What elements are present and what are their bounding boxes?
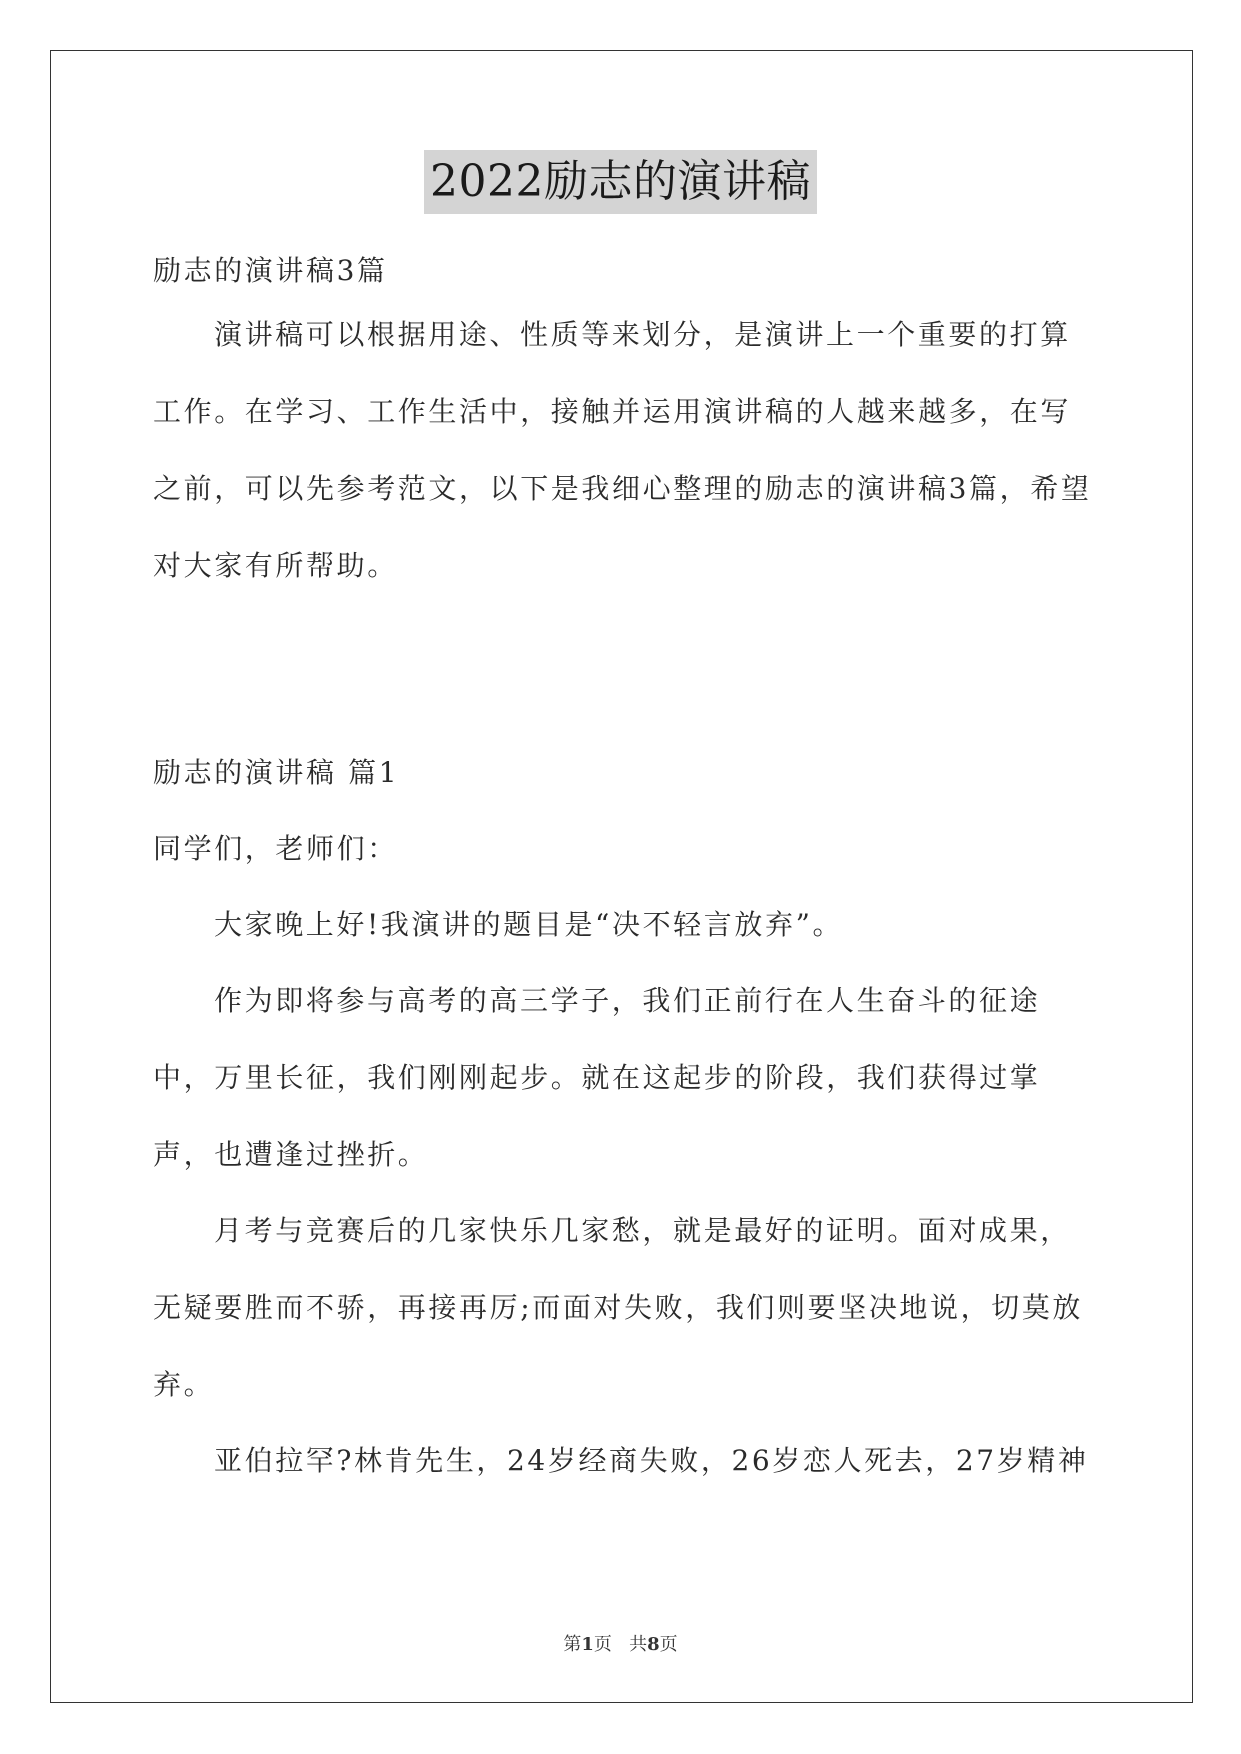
body-paragraph: 亚伯拉罕?林肯先生，24岁经商失败，26岁恋人死去，27岁精神 <box>214 1444 1089 1477</box>
body-paragraph: 大家晚上好!我演讲的题目是“决不轻言放弃”。 <box>214 908 844 941</box>
footer-page-mid: 页 共 <box>593 1634 648 1655</box>
title-container <box>0 150 1241 214</box>
footer-page-suffix: 页 <box>659 1634 678 1655</box>
subtitle: 励志的演讲稿3篇 <box>153 254 388 287</box>
footer-page-prefix: 第 <box>563 1634 582 1655</box>
footer-page-total: 8 <box>647 1634 660 1655</box>
page-footer <box>0 1630 1241 1656</box>
section-heading: 励志的演讲稿 篇1 <box>153 756 400 789</box>
salutation: 同学们，老师们： <box>153 832 398 865</box>
body-paragraph: 作为即将参与高考的高三学子，我们正前行在人生奋斗的征途中，万里长征，我们刚刚起步。就在这起步的阶段，我们获得过掌声，也遭逢过挫折。 <box>153 984 1041 1171</box>
footer-page-current: 1 <box>581 1634 594 1655</box>
document-title: 2022励志的演讲稿 <box>424 150 817 214</box>
body-paragraph: 月考与竞赛后的几家快乐几家愁，就是最好的证明。面对成果，无疑要胜而不骄，再接再厉;而面对失败，我们则要坚决地说，切莫放弃。 <box>153 1214 1084 1401</box>
intro-paragraph: 演讲稿可以根据用途、性质等来划分，是演讲上一个重要的打算工作。在学习、工作生活中，接触并运用演讲稿的人越来越多，在写之前，可以先参考范文，以下是我细心整理的励志的演讲稿3篇，希望对大家有所帮助。 <box>153 318 1092 582</box>
